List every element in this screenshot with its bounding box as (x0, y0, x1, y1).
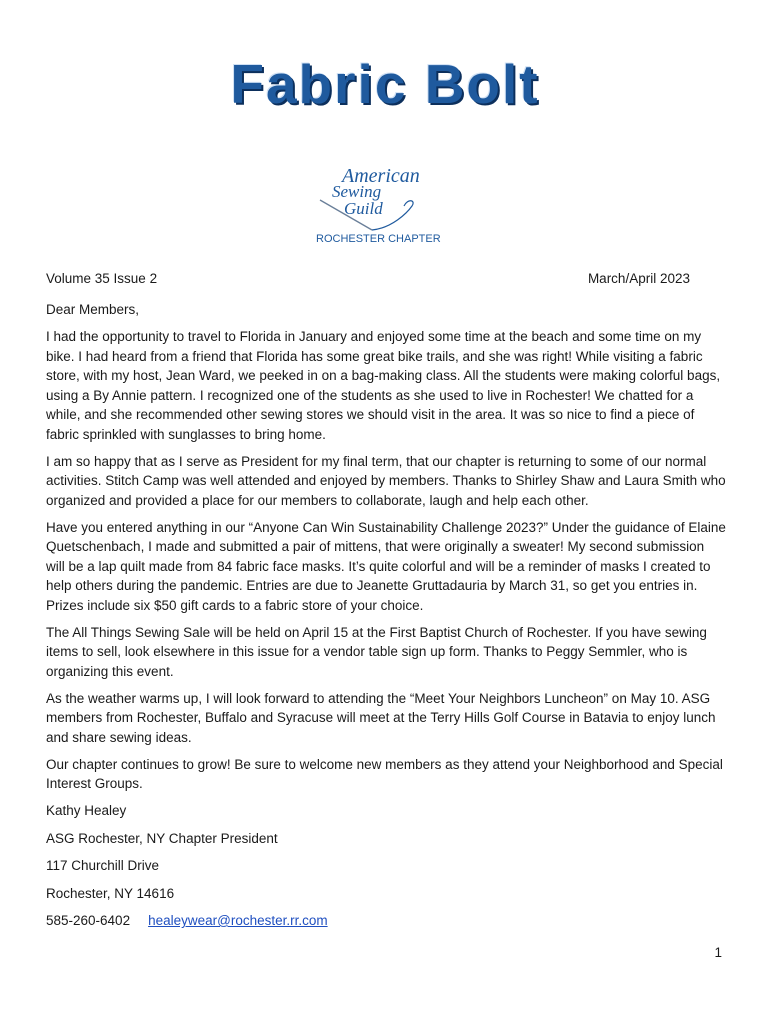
logo-line1: American (342, 165, 420, 187)
contact-line (46, 911, 726, 931)
page-number: 1 (714, 945, 722, 960)
american-sewing-guild-logo (312, 158, 452, 248)
paragraph-5: As the weather warms up, I will look forward to attending the “Meet Your Neighbors Luncheon” on May 10. ASG members from Rochester, Buffalo and Syracuse will meet at the Terry Hills Golf Course in Batavia to enjoy lunch and share sewing ideas. (46, 690, 716, 745)
newsletter-title: Fabric Bolt (230, 53, 540, 115)
issue-date: March/April 2023 (587, 271, 690, 286)
logo-chapter: ROCHESTER CHAPTER (316, 233, 441, 245)
email-link[interactable]: healeywear@rochester.rr.com (148, 913, 328, 928)
paragraph-2: I am so happy that as I serve as President for my final term, that our chapter is returning to some of our normal activities. Stitch Camp was well attended and enjoyed by members. Thanks to Shirley Shaw and Laura Smith who organized and provided a place for our members to collaborate, laugh and help each other. (46, 453, 726, 508)
paragraph-4: The All Things Sewing Sale will be held on April 15 at the First Baptist Church of Rochester. If you have sewing items to sell, look elsewhere in this issue for a vendor table sign up form. Thanks to Peggy Semmler, who is organizing this event. (46, 624, 707, 679)
signature-city: Rochester, NY 14616 (46, 885, 175, 901)
phone-number: 585-260-6402 (46, 913, 131, 928)
signature-role: ASG Rochester, NY Chapter President (46, 830, 278, 846)
paragraph-1: I had the opportunity to travel to Florida in January and enjoyed some time at the beach and some time on my bike. I had heard from a friend that Florida has some great bike trails, and she was right! While visiting a fabric store, with my host, Jean Ward, we peeked in on a bag-making class. All the students were making colorful bags, using a By Annie pattern. I recognized one of the students as she used to live in Rochester! We chatted for a while, and she recommended other sewing stores we should visit in the area. It was so nice to find a piece of fabric sprinkled with sunglasses to bring home. (46, 329, 721, 442)
signature-name: Kathy Healey (46, 803, 127, 818)
signature-street: 117 Churchill Drive (46, 858, 160, 873)
logo-line3: Guild (344, 199, 383, 218)
greeting: Dear Members, (46, 302, 140, 317)
president-letter (46, 300, 726, 931)
logo-line2: Sewing (332, 182, 382, 201)
paragraph-3: Have you entered anything in our “Anyone Can Win Sustainability Challenge 2023?” Under the guidance of Elaine Quetschenbach, I made and submitted a pair of mittens, that were originally a sweater! My second submission will be a lap quilt made from 84 fabric face masks. It’s quite colorful and will be a reminder of masks I created to help others during the pandemic. Entries are due to Jeanette Gruttadauria by March 31, so get you entries in. Prizes include six $50 gift cards to a fabric store of your choice. (46, 519, 726, 613)
paragraph-6: Our chapter continues to grow! Be sure to welcome new members as they attend your Neighborhood and Special Interest Groups. (46, 756, 723, 791)
signature-block (46, 801, 726, 931)
volume-issue: Volume 35 Issue 2 (46, 271, 158, 286)
